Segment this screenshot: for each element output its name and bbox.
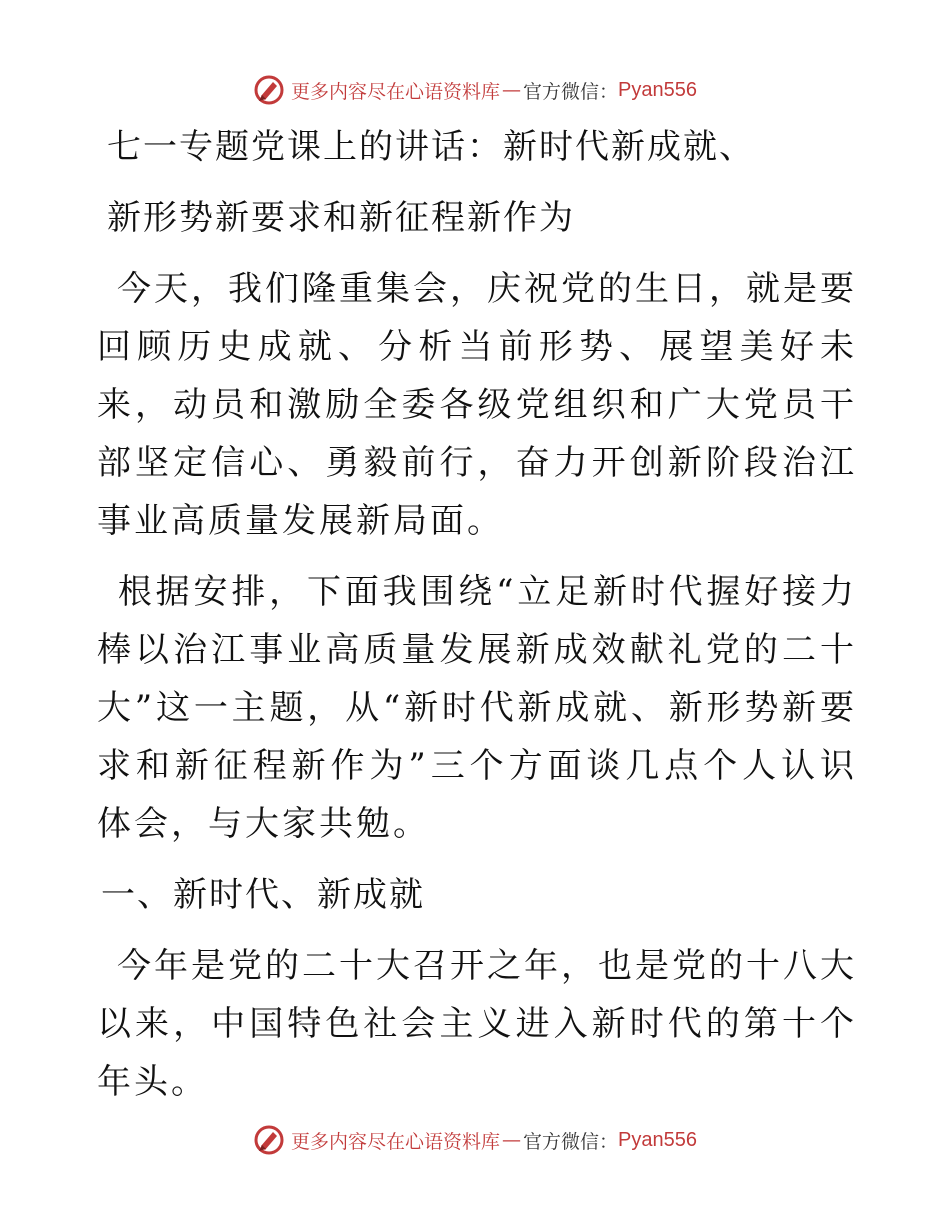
- document-body: [97, 118, 857, 1111]
- title-line-2: 新形势新要求和新征程新作为: [107, 198, 575, 238]
- banner-wechat-label: 官方微信：: [523, 80, 619, 103]
- banner-separator: —: [502, 1129, 522, 1151]
- banner-separator: —: [502, 79, 522, 101]
- banner-wechat-id: Pyan556: [618, 1128, 697, 1151]
- banner-site-text: 更多内容尽在心语资料库: [291, 1130, 501, 1153]
- paragraph-1: [97, 260, 857, 550]
- pen-logo-icon: [253, 1124, 285, 1156]
- paragraph-3: [97, 937, 857, 1111]
- paragraph-2: [97, 563, 857, 853]
- section-heading-1: 一、新时代、新成就: [101, 875, 425, 915]
- banner-wechat-id: Pyan556: [618, 78, 697, 101]
- paragraph-1-text: 今天，我们隆重集会，庆祝党的生日，就是要回顾历史成就、分析当前形势、展望美好未来，动员和激励全委各级党组织和广大党员干部坚定信心、勇毅前行，奋力开创新阶段治江事业高质量发展新局面。: [97, 269, 857, 541]
- document-title: [97, 118, 857, 247]
- footer-banner: [0, 1120, 950, 1160]
- pen-logo-icon: [253, 74, 285, 106]
- header-banner: [0, 70, 950, 110]
- paragraph-3-text: 今年是党的二十大召开之年，也是党的十八大以来，中国特色社会主义进入新时代的第十个年头。: [97, 946, 857, 1102]
- banner-site-text: 更多内容尽在心语资料库: [291, 80, 501, 103]
- paragraph-2-text: 根据安排，下面我围绕“立足新时代握好接力棒以治江事业高质量发展新成效献礼党的二十大”这一主题，从“新时代新成就、新形势新要求和新征程新作为”三个方面谈几点个人认识体会，与大家共勉。: [97, 572, 857, 844]
- title-line-1: 七一专题党课上的讲话：新时代新成就、: [107, 127, 755, 167]
- banner-wechat-label: 官方微信：: [523, 1130, 619, 1153]
